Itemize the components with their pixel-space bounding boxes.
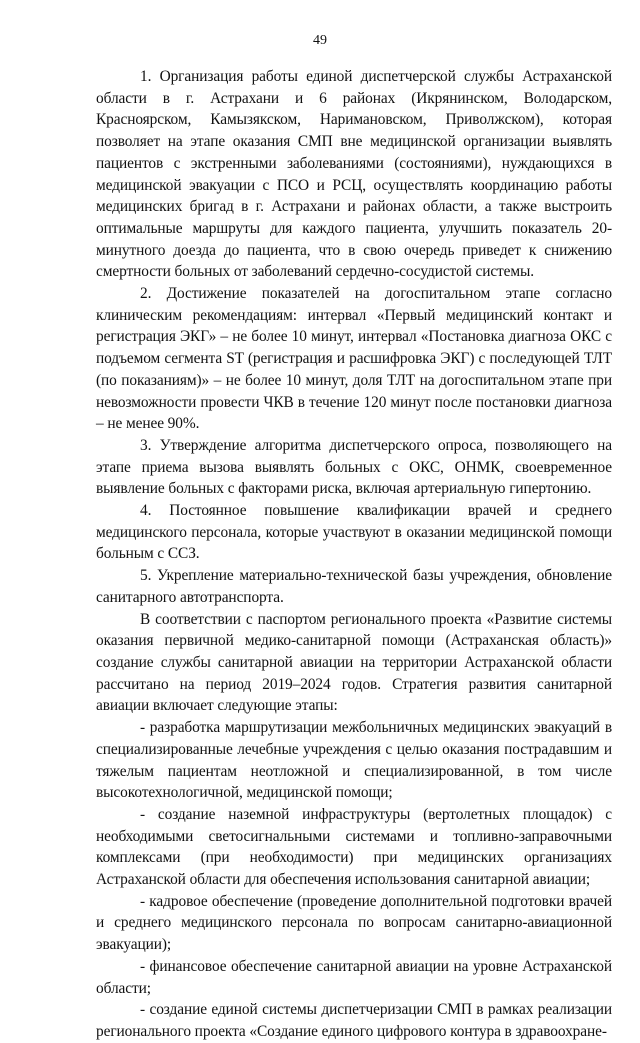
paragraph-5: 5. Укрепление материально-технической базы учреждения, обновление санитарного автотранспорта.: [96, 567, 612, 606]
paragraph-sanaviation-intro: В соответствии с паспортом регионального проекта «Развитие системы оказания первичной медико-санитарной помощи (Астраханская область)» создание службы санитарной авиации на территории Астраханской области рассчитано на период 2019–2024 годов. Стратегия развития санитарной авиации включает следующие этапы:: [96, 610, 612, 715]
paragraph-1: 1. Организация работы единой диспетчерской службы Астраханской области в г. Астрахани и 6 районах (Икрянинском, Володарском, Красноярском, Камызякском, Наримановском, Приволжском), которая позволяет на этапе оказания СМП вне медицинской организации выявлять пациентов с экстренными заболеваниями (состояниями), нуждающихся в медицинской эвакуации с ПСО и РСЦ, осуществлять координацию работы медицинских бригад в г. Астрахани и районах области, а также выстроить оптимальные маршруты для каждого пациента, улучшить показатель 20-минутного доезда до пациента, что в свою очередь приведет к снижению смертности больных от заболеваний сердечно-сосудистой системы.: [96, 68, 612, 281]
list-item-staffing: - кадровое обеспечение (проведение дополнительной подготовки врачей и среднего медицинского персонала по вопросам санитарно-авиационной эвакуации);: [96, 892, 612, 954]
paragraph-3: 3. Утверждение алгоритма диспетчерского опроса, позволяющего на этапе приема вызова выявлять больных с ОКС, ОНМК, своевременное выявление больных с факторами риска, включая артериальную гипертонию.: [96, 436, 612, 498]
list-item-infrastructure: - создание наземной инфраструктуры (вертолетных площадок) с необходимыми светосигнальными системами и топливно-заправочными комплексами (при необходимости) при медицинских организациях Астраханской области для обеспечения использования санитарной авиации;: [96, 805, 612, 889]
paragraph-4: 4. Постоянное повышение квалификации врачей и среднего медицинского персонала, которые участвуют в оказании медицинской помощи больным с ССЗ.: [96, 502, 612, 563]
document-body: [96, 66, 612, 1043]
paragraph-2: 2. Достижение показателей на догоспитальном этапе согласно клиническим рекомендациям: интервал «Первый медицинский контакт и регистрация ЭКГ» – не более 10 минут, интервал «Постановка диагноза ОКС с подъемом сегмента ST (регистрация и расшифровка ЭКГ) с последующей ТЛТ (по показаниям)» – не более 10 минут, доля ТЛТ на догоспитальном этапе при невозможности провести ЧКВ в течение 120 минут после постановки диагноза – не менее 90%.: [96, 285, 612, 433]
list-item-financing: - финансовое обеспечение санитарной авиации на уровне Астраханской области;: [96, 957, 612, 997]
list-item-routing: - разработка маршрутизации межбольничных медицинских эвакуаций в специализированные лечебные учреждения с целью оказания пострадавшим и тяжелым пациентам неотложной и специализированной, в том числе высокотехнологичной, медицинской помощи;: [96, 719, 612, 802]
list-item-dispatch-system: - создание единой системы диспетчеризации СМП в рамках реализации регионального проекта «Создание единого цифрового контура в здравоохране-: [96, 1001, 612, 1040]
page-number: 49: [313, 33, 327, 48]
